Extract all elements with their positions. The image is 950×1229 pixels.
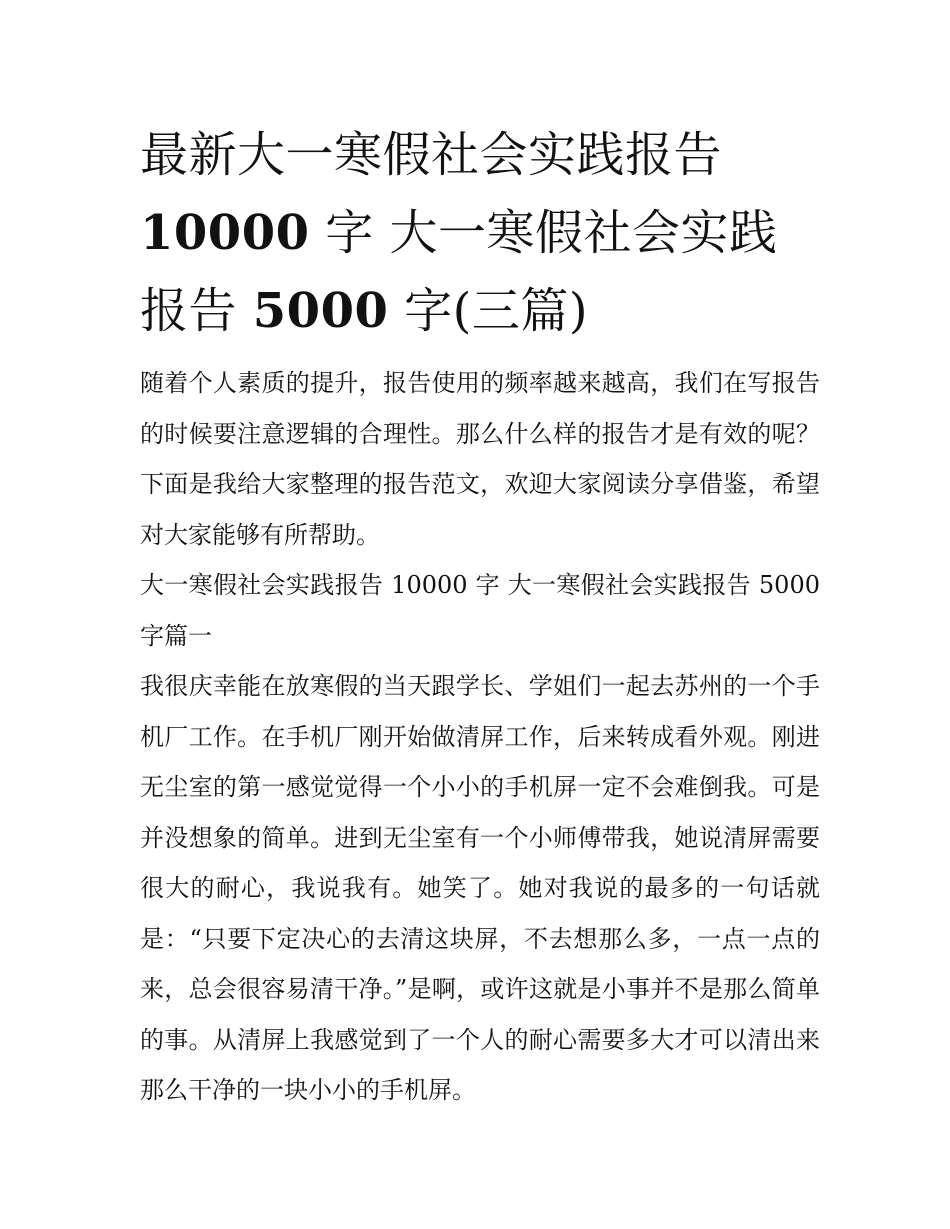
- document-title: [140, 116, 820, 350]
- title-number-1: 10000: [140, 205, 310, 261]
- title-text-3: 字(三篇): [388, 283, 589, 339]
- section-heading: 大一寒假社会实践报告 10000 字 大一寒假社会实践报告 5000 字篇一: [140, 571, 820, 650]
- title-number-2: 5000: [252, 283, 389, 339]
- document-page: [140, 116, 820, 1116]
- title-text-2: 字 大一寒假社会实践报告: [140, 205, 778, 339]
- body-paragraph: 我很庆幸能在放寒假的当天跟学长、学姐们一起去苏州的一个手机厂工作。在手机厂刚开始做清屏工作，后来转成看外观。刚进无尘室的第一感觉觉得一个小小的手机屏一定不会难倒我。可是并没想象的简单。进到无尘室有一个小师傅带我，她说清屏需要很大的耐心，我说我有。她笑了。她对我说的最多的一句话就是：“只要下定决心的去清这块屏，不去想那么多，一点一点的来，总会很容易清干净。”是啊，或许这就是小事并不是那么简单的事。从清屏上我感觉到了一个人的耐心需要多大才可以清出来那么干净的一块小小的手机屏。: [140, 672, 820, 1104]
- intro-paragraph: 随着个人素质的提升，报告使用的频率越来越高，我们在写报告的时候要注意逻辑的合理性。那么什么样的报告才是有效的呢？下面是我给大家整理的报告范文，欢迎大家阅读分享借鉴，希望对大家能够有所帮助。: [140, 369, 820, 549]
- title-text-1: 最新大一寒假社会实践报告: [140, 127, 723, 183]
